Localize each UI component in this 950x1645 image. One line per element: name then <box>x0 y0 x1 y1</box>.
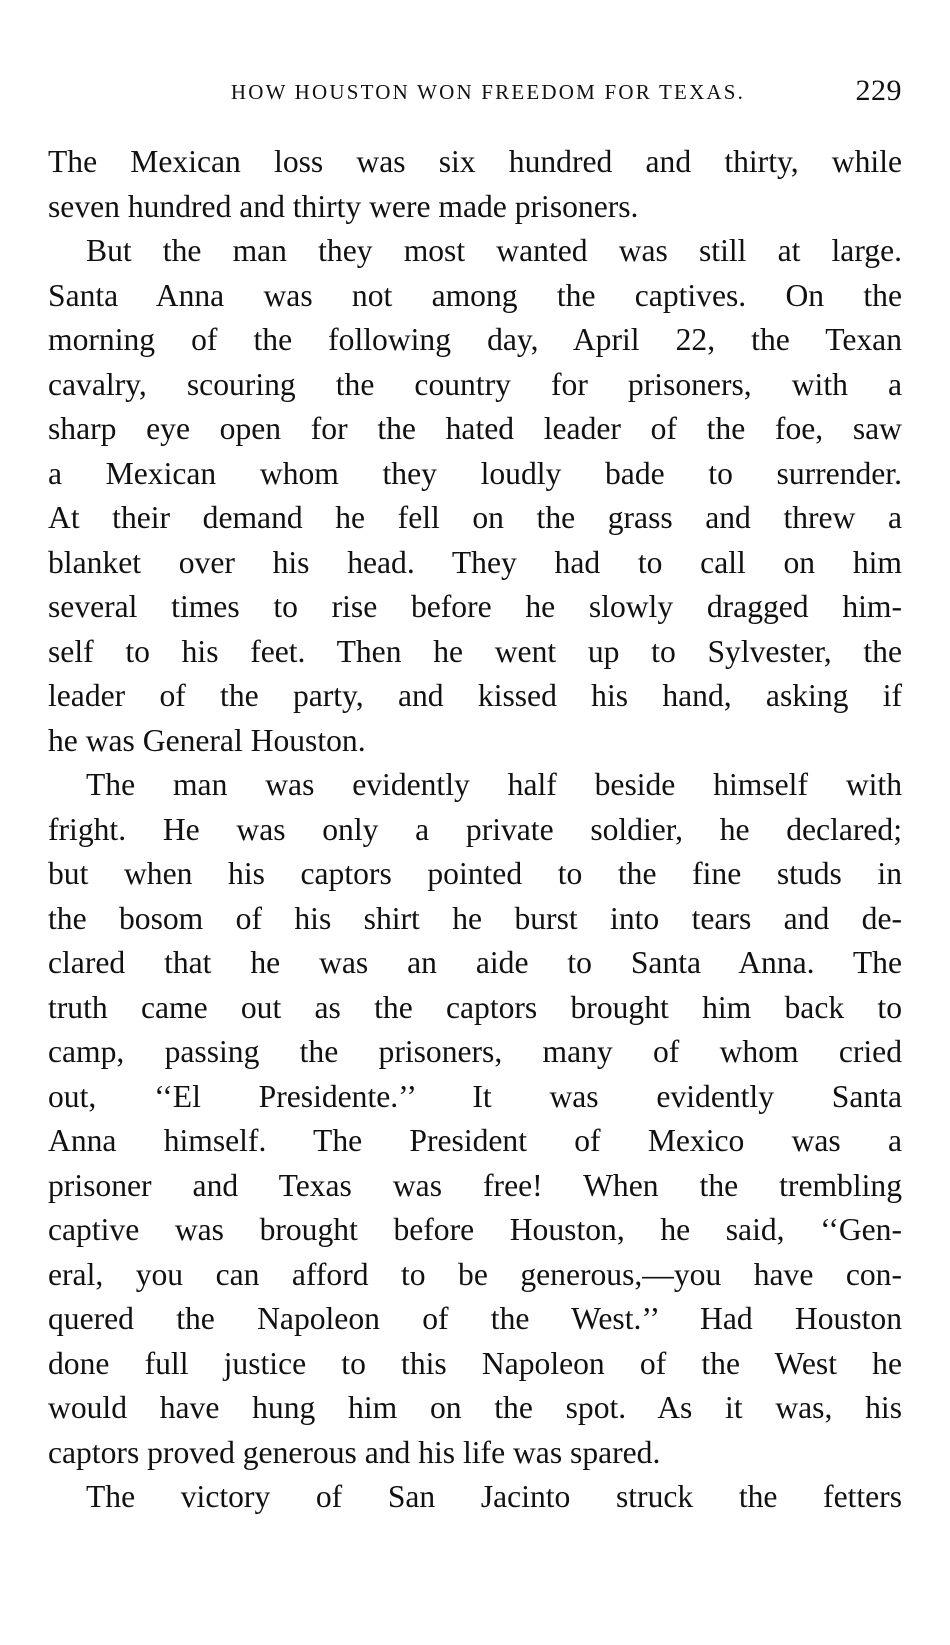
text-line: out, ‘‘El Presidente.’’ It was evidently Santa <box>48 1078 902 1114</box>
text-line: morning of the following day, April 22, the Texan <box>48 322 902 357</box>
text-line: a Mexican whom they loudly bade to surrender. <box>48 455 902 491</box>
text-line: At their demand he fell on the grass and threw a <box>48 500 902 535</box>
text-line: seven hundred and thirty were made prisoners. <box>48 188 639 224</box>
text-line: sharp eye open for the hated leader of the foe, saw <box>48 411 902 446</box>
text-line: the bosom of his shirt he burst into tears and de- <box>48 900 902 936</box>
body-text <box>48 140 902 1520</box>
running-title: HOW HOUSTON WON FREEDOM FOR TEXAS. <box>230 80 746 104</box>
text-line: done full justice to this Napoleon of the West he <box>48 1345 902 1381</box>
text-line: but when his captors pointed to the fine studs in <box>48 856 902 891</box>
text-line: The Mexican loss was six hundred and thirty, while <box>48 144 902 179</box>
text-line: truth came out as the captors brought him back to <box>48 989 902 1025</box>
text-line: eral, you can afford to be generous,—you have con- <box>48 1256 902 1292</box>
text-line: captive was brought before Houston, he said, ‘‘Gen- <box>48 1212 902 1247</box>
text-line: The man was evidently half beside himself with <box>86 767 902 802</box>
text-line: blanket over his head. They had to call on him <box>48 544 902 580</box>
text-line: leader of the party, and kissed his hand, asking if <box>48 678 902 713</box>
text-line: several times to rise before he slowly dragged him- <box>48 589 902 624</box>
text-line: prisoner and Texas was free! When the trembling <box>48 1167 902 1203</box>
text-line: would have hung him on the spot. As it was, his <box>48 1390 902 1425</box>
text-line: fright. He was only a private soldier, he declared; <box>48 811 902 847</box>
text-line: clared that he was an aide to Santa Anna. The <box>48 945 902 980</box>
text-line: The victory of San Jacinto struck the fetters <box>86 1479 902 1514</box>
text-line: cavalry, scouring the country for prisoners, with a <box>48 366 902 402</box>
text-line: camp, passing the prisoners, many of whom cried <box>48 1034 902 1069</box>
text-line: captors proved generous and his life was spared. <box>48 1434 661 1470</box>
running-head <box>50 74 902 114</box>
text-line: But the man they most wanted was still at large. <box>86 233 902 268</box>
text-line: Anna himself. The President of Mexico was a <box>48 1123 902 1158</box>
text-line: self to his feet. Then he went up to Sylvester, the <box>48 633 902 669</box>
text-line: Santa Anna was not among the captives. On the <box>48 277 902 313</box>
text-line: he was General Houston. <box>48 722 366 758</box>
text-line: quered the Napoleon of the West.’’ Had Houston <box>48 1301 902 1336</box>
page-number: 229 <box>855 74 902 107</box>
